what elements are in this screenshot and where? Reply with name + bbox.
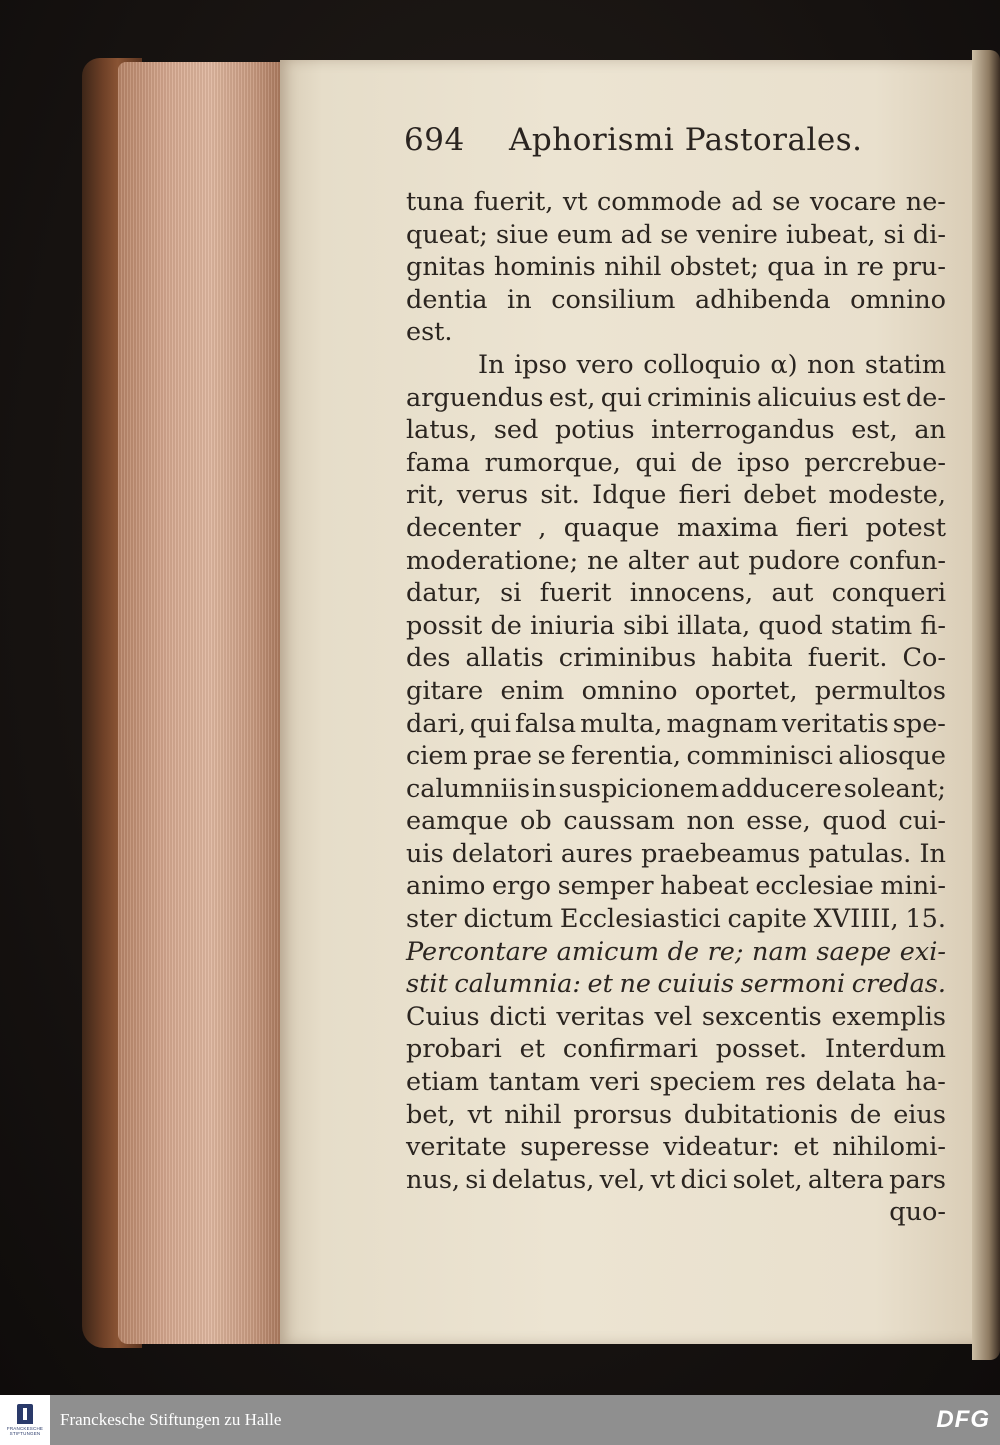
word: iubeat, [785, 219, 876, 250]
word: In [919, 838, 946, 869]
word: prae [473, 741, 532, 772]
word: saepe [816, 936, 892, 967]
catchword: quo- [889, 1197, 946, 1228]
word: vero [576, 349, 634, 380]
word: adducere [720, 773, 842, 804]
word: quod [758, 610, 823, 641]
word: calumniis [406, 773, 531, 804]
text-line [406, 186, 946, 219]
word: sed [493, 415, 539, 446]
text-line [406, 708, 946, 741]
word: potius [554, 415, 635, 446]
word: aut [771, 578, 814, 609]
word: venire [696, 219, 778, 250]
word: posset. [715, 1034, 808, 1065]
word: bet, [406, 1099, 456, 1130]
word: α) [770, 349, 798, 380]
text-line [406, 870, 946, 903]
text-line [406, 382, 946, 415]
word: et [519, 1034, 545, 1065]
word: Co- [902, 643, 946, 674]
text-line [406, 675, 946, 708]
word: alicuius [756, 382, 857, 413]
word: calumnia: [454, 969, 581, 1000]
word: alter [627, 545, 689, 576]
word: statim [831, 610, 913, 641]
word: modeste, [828, 480, 946, 511]
word: de [849, 1099, 882, 1130]
word: latus, [406, 415, 478, 446]
word: debet [743, 480, 817, 511]
text-line [406, 1131, 946, 1164]
institution-name: Franckesche Stiftungen zu Halle [60, 1410, 282, 1429]
word: nihil [604, 252, 662, 283]
word: adhibenda [695, 284, 831, 315]
text-line [406, 1066, 946, 1099]
text-line [406, 968, 946, 1001]
text-line [406, 740, 946, 773]
word: XVIIII, [813, 904, 899, 935]
dfg-logo[interactable]: DFG [936, 1406, 990, 1433]
word: delata [815, 1067, 896, 1098]
word: habeat [660, 871, 749, 902]
word: est [862, 382, 901, 413]
word: de [667, 936, 700, 967]
word: in [823, 252, 849, 283]
word: 15. [905, 904, 946, 935]
text-line [406, 805, 946, 838]
word: re; [707, 936, 744, 967]
word: gnitas [406, 252, 486, 283]
word: nihil [504, 1099, 562, 1130]
word: potest [865, 512, 946, 543]
word: comminisci [686, 741, 833, 772]
word: possit [406, 610, 483, 641]
word: etiam [406, 1067, 479, 1098]
word: dicti [489, 1001, 547, 1032]
word: gitare [406, 675, 484, 706]
word: caussam [563, 806, 675, 837]
word: obstet; [669, 252, 759, 283]
word: ecclesiae [755, 871, 874, 902]
word: iniuria [530, 610, 615, 641]
word: credas. [851, 969, 946, 1000]
word: eius [893, 1099, 946, 1130]
word: de [690, 447, 723, 478]
text-line [406, 1033, 946, 1066]
word: non [686, 806, 735, 837]
word: eamque [406, 806, 509, 837]
word: pudore [748, 545, 841, 576]
word: non [807, 349, 856, 380]
word: superesse [520, 1132, 650, 1163]
word: colloquio [643, 349, 761, 380]
word: queat; [406, 219, 488, 250]
word: solet, [732, 1164, 803, 1195]
word: dictum [463, 904, 554, 935]
text-line [406, 414, 946, 447]
word: confun- [849, 545, 946, 576]
word: si [465, 1164, 487, 1195]
word: stit [406, 969, 448, 1000]
word: verus [456, 480, 529, 511]
word: eum [556, 219, 613, 250]
word: rit, [406, 480, 445, 511]
word: allatis [465, 643, 544, 674]
word: cuiuis [657, 969, 735, 1000]
word: dubitationis [683, 1099, 839, 1130]
word: conqueri [831, 578, 946, 609]
word: ne [619, 969, 651, 1000]
word: speciem [649, 1067, 756, 1098]
word: qua [767, 252, 816, 283]
word: fuerit. [807, 643, 888, 674]
word: falsa [514, 708, 577, 739]
word: esse, [746, 806, 811, 837]
word: delatus, [491, 1164, 595, 1195]
text-line [406, 610, 946, 643]
text-line [406, 447, 946, 480]
word: est, [548, 382, 596, 413]
word: statim [864, 349, 946, 380]
word: suspicionem [558, 773, 720, 804]
word: percrebue- [804, 447, 946, 478]
word: fuerit, [473, 187, 554, 217]
text-line [406, 316, 946, 349]
word: vel [654, 1001, 693, 1032]
word: , [538, 512, 547, 543]
logo-caption: FRANCKESCHE STIFTUNGEN [6, 1426, 44, 1436]
text-line [406, 903, 946, 936]
word: dari, [406, 708, 466, 739]
word: Idque [592, 480, 667, 511]
running-title: Aphorismi Pastorales. [509, 122, 863, 158]
word: mini- [880, 871, 946, 902]
word: nus, [406, 1164, 461, 1195]
text-line [406, 251, 946, 284]
text-line [406, 1001, 946, 1034]
word: hominis [493, 252, 596, 283]
word: est. [406, 317, 453, 348]
word: datur, [406, 578, 482, 609]
text-line [406, 773, 946, 806]
word: de- [905, 382, 946, 413]
text-line [406, 577, 946, 610]
word: siue [495, 219, 549, 250]
word: praebeamus [641, 838, 801, 869]
word: in [531, 773, 557, 804]
word: veritatis [781, 708, 889, 739]
word: permultos [814, 675, 946, 706]
word: ad [620, 219, 653, 250]
word: capite [727, 904, 807, 935]
word: ha- [905, 1067, 946, 1098]
word: ergo [491, 871, 551, 902]
word: interrogandus [651, 415, 835, 446]
text-line [406, 219, 946, 252]
word: uis [406, 838, 444, 869]
word: est, [851, 415, 898, 446]
word: ciem [406, 741, 468, 772]
word: vt [562, 187, 588, 217]
word: vocare [809, 187, 897, 217]
word: ferentia, [571, 741, 682, 772]
text-line [406, 1164, 946, 1197]
word: vt [650, 1164, 676, 1195]
word: ipso [514, 349, 567, 380]
word: nihilomi- [832, 1132, 946, 1163]
word: criminis [646, 382, 752, 413]
word: veritate [406, 1132, 507, 1163]
word: amicum [556, 936, 660, 967]
right-page-curl [972, 50, 1000, 1360]
word: commode [596, 187, 722, 217]
text-line [406, 349, 946, 382]
word: ob [519, 806, 552, 837]
word: nam [752, 936, 808, 967]
word: de [490, 610, 522, 641]
word: si [500, 578, 522, 609]
word: patulas. [808, 838, 912, 869]
word: animo [406, 871, 486, 902]
word: qui [635, 447, 677, 478]
word: delatori [451, 838, 553, 869]
footer-bar [0, 1395, 1000, 1445]
word: innocens, [629, 578, 754, 609]
institution-logo[interactable] [0, 1395, 50, 1445]
word: veritas [556, 1001, 645, 1032]
word: multa, [580, 708, 663, 739]
word: confirmari [562, 1034, 698, 1065]
word: magnam [666, 708, 778, 739]
word: qui [470, 708, 511, 739]
word: spe- [892, 708, 946, 739]
word: In [478, 349, 505, 380]
word: sibi [623, 610, 669, 641]
word: et [587, 969, 613, 1000]
word: enim [500, 675, 565, 706]
word: sermoni [740, 969, 846, 1000]
word: des [406, 643, 451, 674]
word: ne [587, 545, 619, 576]
word: aures [560, 838, 633, 869]
word: veri [589, 1067, 640, 1098]
running-header [404, 122, 863, 170]
word: tantam [488, 1067, 581, 1098]
word: probari [406, 1034, 502, 1065]
word: videatur: [663, 1132, 780, 1163]
word: ipso [736, 447, 790, 478]
word: tuna [406, 187, 465, 217]
word: dici [680, 1164, 728, 1195]
text-line [406, 838, 946, 871]
text-line [406, 284, 946, 317]
word: arguendus [406, 382, 544, 413]
word: omnino [850, 284, 946, 315]
text-line [406, 642, 946, 675]
word: pru- [892, 252, 946, 283]
text-line [406, 1099, 946, 1132]
word: di- [912, 219, 946, 250]
word: re [856, 252, 884, 283]
word: fama [406, 447, 471, 478]
word: pars [889, 1164, 946, 1195]
page-number: 694 [404, 122, 465, 158]
word: omnino [581, 675, 678, 706]
word: sexcentis [701, 1001, 822, 1032]
word: sit. [540, 480, 580, 511]
word: se [537, 741, 566, 772]
word: fieri [678, 480, 732, 511]
word: decenter [406, 512, 521, 543]
word: Interdum [825, 1034, 946, 1065]
word: se [660, 219, 689, 250]
word: quod [822, 806, 887, 837]
word: semper [557, 871, 654, 902]
word: an [914, 415, 946, 446]
word: aliosque [838, 741, 946, 772]
word: prorsus [573, 1099, 673, 1130]
body-text [406, 186, 946, 1229]
word: fuerit [539, 578, 612, 609]
word: fi- [920, 610, 946, 641]
word: res [765, 1067, 806, 1098]
word: exi- [899, 936, 946, 967]
word: ster [406, 904, 457, 935]
text-line [406, 936, 946, 969]
word: oportet, [694, 675, 798, 706]
word: in [507, 284, 532, 315]
word: aut [697, 545, 740, 576]
text-line [406, 545, 946, 578]
word: vel, [599, 1164, 646, 1195]
word: maxima [676, 512, 779, 543]
word: cui- [898, 806, 946, 837]
word: quaque [563, 512, 660, 543]
word: Ecclesiastici [559, 904, 721, 935]
word: moderatione; [406, 545, 579, 576]
word: dentia [406, 284, 488, 315]
word: et [793, 1132, 819, 1163]
word: soleant; [843, 773, 946, 804]
word: rumorque, [484, 447, 621, 478]
building-icon [17, 1404, 33, 1424]
text-line [406, 479, 946, 512]
word: si [883, 219, 905, 250]
word: habita [711, 643, 793, 674]
word: exemplis [831, 1001, 946, 1032]
word: consilium [551, 284, 676, 315]
word: criminibus [558, 643, 697, 674]
word: fieri [795, 512, 849, 543]
word: altera [807, 1164, 884, 1195]
word: qui [600, 382, 642, 413]
word: Cuius [406, 1001, 480, 1032]
word: ad [731, 187, 763, 217]
word: se [772, 187, 801, 217]
word: illata, [676, 610, 751, 641]
word: Percontare [406, 936, 549, 967]
page-block-edges [118, 62, 286, 1344]
word: ne- [905, 187, 946, 217]
text-line [406, 512, 946, 545]
word: vt [467, 1099, 493, 1130]
